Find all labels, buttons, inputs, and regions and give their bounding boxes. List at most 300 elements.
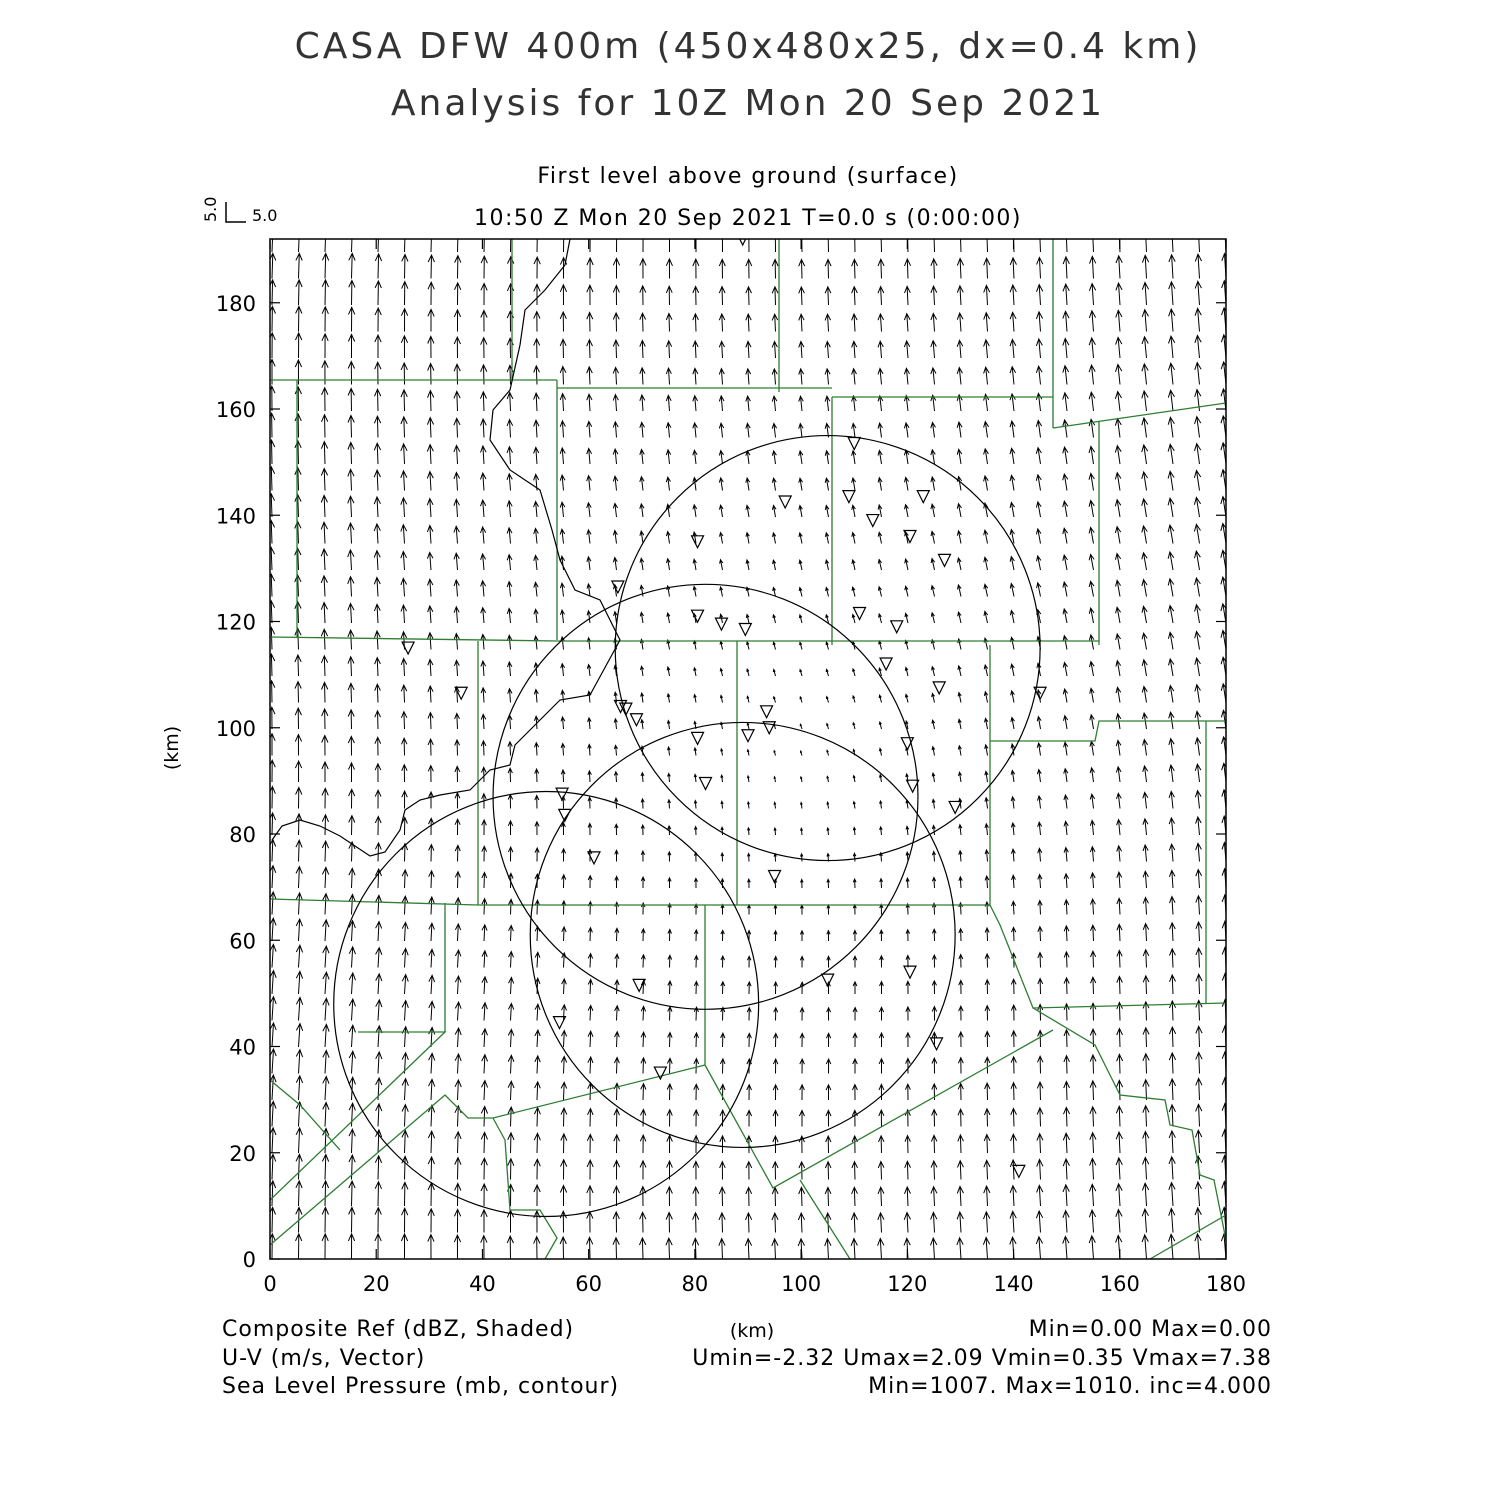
wind-vector bbox=[322, 388, 328, 411]
wind-vector bbox=[1117, 951, 1122, 968]
wind-vector bbox=[348, 1234, 354, 1259]
wind-vector bbox=[694, 695, 697, 703]
wind-vector bbox=[931, 368, 936, 385]
wind-vector bbox=[454, 445, 460, 464]
wind-vector bbox=[878, 232, 884, 252]
level-subtitle: First level above ground (surface) bbox=[537, 164, 959, 189]
wind-vector bbox=[614, 1161, 620, 1180]
wind-vector bbox=[427, 472, 433, 491]
wind-vector bbox=[905, 641, 908, 650]
wind-vector bbox=[641, 1032, 646, 1047]
wind-vector bbox=[931, 559, 935, 570]
wind-vector bbox=[1010, 557, 1014, 570]
wind-vector bbox=[454, 472, 460, 490]
wind-vector bbox=[772, 369, 777, 385]
wind-vector bbox=[322, 867, 328, 888]
wind-vector bbox=[1089, 365, 1095, 384]
wind-vector bbox=[1143, 819, 1148, 835]
wind-vector bbox=[852, 423, 856, 437]
wind-vector bbox=[825, 260, 831, 279]
wind-vector bbox=[481, 527, 486, 544]
wind-vector bbox=[1222, 843, 1228, 862]
wind-vector bbox=[1063, 284, 1069, 305]
wind-vector bbox=[535, 796, 539, 809]
wind-vector bbox=[852, 451, 856, 464]
footer-wind-stats: Umin=-2.32 Umax=2.09 Vmin=0.35 Vmax=7.38 bbox=[692, 1346, 1272, 1371]
wind-vector bbox=[296, 971, 302, 994]
wind-vector bbox=[853, 669, 855, 676]
wind-vector bbox=[375, 335, 381, 358]
wind-vector bbox=[746, 259, 752, 278]
wind-vector bbox=[1169, 1183, 1175, 1206]
wind-vector bbox=[482, 925, 487, 941]
wind-vector bbox=[296, 1181, 302, 1206]
wind-vector bbox=[1090, 688, 1094, 702]
wind-vector bbox=[1169, 686, 1174, 703]
wind-vector bbox=[1036, 1211, 1042, 1233]
wind-vector bbox=[931, 259, 937, 279]
wind-vector bbox=[455, 950, 461, 967]
wind-vector bbox=[587, 476, 592, 491]
wind-vector bbox=[588, 876, 592, 888]
wind-vector bbox=[560, 285, 566, 305]
wind-vector bbox=[588, 797, 592, 808]
wind-vector bbox=[508, 1107, 514, 1126]
wind-vector bbox=[985, 850, 989, 862]
wind-vector bbox=[535, 743, 539, 756]
wind-vector bbox=[428, 1235, 434, 1259]
wind-vector bbox=[508, 689, 512, 703]
wind-vector bbox=[1090, 847, 1095, 862]
wind-vector bbox=[984, 584, 988, 596]
wind-vector bbox=[482, 899, 487, 915]
wind-vector bbox=[1089, 554, 1094, 570]
wind-vector bbox=[482, 1081, 488, 1100]
wind-vector bbox=[482, 951, 487, 968]
wind-vector bbox=[375, 389, 381, 411]
wind-vector bbox=[562, 901, 566, 915]
wind-vector bbox=[721, 905, 724, 915]
wind-vector bbox=[1195, 791, 1201, 809]
footer-pressure-name: Sea Level Pressure (mb, contour) bbox=[222, 1374, 620, 1399]
wind-vector bbox=[1222, 1181, 1228, 1206]
wind-vector bbox=[1064, 1056, 1070, 1074]
wind-vector bbox=[984, 231, 990, 252]
wind-vector bbox=[1064, 848, 1068, 862]
wind-vector bbox=[906, 1033, 911, 1047]
wind-vector bbox=[1195, 308, 1201, 331]
wind-vector bbox=[641, 720, 644, 729]
wind-vector bbox=[772, 232, 778, 252]
wind-vector bbox=[349, 1129, 355, 1153]
wind-vector bbox=[1196, 922, 1202, 941]
wind-vector bbox=[321, 629, 327, 649]
wind-vector bbox=[1091, 873, 1096, 888]
wind-vector bbox=[508, 662, 512, 676]
wind-vector bbox=[800, 982, 804, 994]
station-marker bbox=[904, 966, 916, 978]
wind-vector bbox=[1036, 312, 1042, 332]
wind-vector bbox=[401, 1234, 407, 1259]
wind-vector bbox=[640, 477, 644, 491]
wind-vector bbox=[376, 922, 382, 941]
wind-vector bbox=[428, 739, 433, 755]
wind-vector bbox=[693, 1136, 699, 1153]
wind-vector bbox=[748, 854, 751, 862]
wind-vector bbox=[826, 1110, 831, 1126]
wind-vector bbox=[296, 1076, 302, 1100]
wind-vector bbox=[1142, 633, 1147, 649]
wind-vector bbox=[375, 1182, 381, 1206]
wind-vector bbox=[957, 368, 962, 385]
wind-vector bbox=[1089, 446, 1095, 464]
wind-vector bbox=[668, 747, 671, 755]
wind-vector bbox=[588, 928, 592, 941]
wind-vector bbox=[719, 505, 723, 517]
wind-vector bbox=[985, 876, 989, 888]
wind-vector bbox=[481, 256, 487, 278]
wind-vector bbox=[1011, 823, 1015, 835]
wind-vector bbox=[507, 1236, 513, 1259]
wind-vector bbox=[1011, 691, 1015, 703]
wind-vector bbox=[1143, 792, 1148, 808]
wind-vector bbox=[667, 613, 670, 623]
wind-vector bbox=[719, 423, 724, 437]
wind-vector bbox=[1011, 1005, 1016, 1020]
wind-vector bbox=[1063, 689, 1067, 702]
wind-vector bbox=[985, 718, 988, 729]
wind-vector bbox=[772, 260, 778, 279]
wind-vector bbox=[348, 710, 354, 729]
wind-vector bbox=[748, 828, 750, 835]
wind-vector bbox=[825, 232, 831, 252]
wind-vector bbox=[374, 524, 380, 544]
wind-vector bbox=[323, 972, 329, 994]
wind-vector bbox=[402, 1105, 408, 1127]
wind-vector bbox=[668, 800, 671, 809]
x-axis bbox=[263, 239, 1246, 1296]
wind-vector bbox=[746, 451, 750, 464]
wind-vector bbox=[508, 1081, 514, 1100]
wind-vector bbox=[615, 824, 618, 835]
wind-vector bbox=[1090, 794, 1095, 808]
wind-vector bbox=[774, 777, 776, 782]
wind-vector bbox=[1011, 771, 1015, 783]
wind-vector bbox=[323, 1024, 329, 1047]
wind-vector bbox=[720, 560, 723, 570]
station-marker bbox=[700, 778, 712, 790]
wind-vector bbox=[429, 897, 435, 915]
wind-vector bbox=[641, 825, 644, 835]
wind-vector bbox=[720, 533, 724, 544]
wind-vector bbox=[1091, 951, 1096, 967]
wind-vector bbox=[1010, 584, 1014, 597]
vector-key-v-label: 5.0 bbox=[201, 196, 220, 222]
wind-vector bbox=[401, 605, 407, 623]
wind-vector bbox=[879, 1007, 883, 1020]
wind-vector bbox=[507, 284, 513, 305]
wind-vector bbox=[323, 1103, 329, 1127]
wind-vector bbox=[296, 919, 302, 941]
wind-vector bbox=[641, 1058, 646, 1074]
wind-vector bbox=[694, 774, 696, 782]
wind-vector bbox=[455, 924, 460, 941]
wind-vector bbox=[800, 751, 802, 755]
wind-vector bbox=[958, 746, 961, 756]
wind-vector bbox=[852, 560, 855, 570]
wind-vector bbox=[376, 1078, 382, 1100]
wind-vector bbox=[322, 334, 328, 358]
wind-vector bbox=[1011, 797, 1015, 809]
wind-vector bbox=[348, 630, 354, 649]
wind-vector bbox=[349, 868, 355, 888]
wind-vector bbox=[481, 500, 486, 517]
wind-vector bbox=[904, 1213, 910, 1233]
wind-vector bbox=[454, 391, 460, 411]
wind-vector bbox=[1143, 766, 1148, 782]
wind-vector bbox=[959, 1032, 964, 1047]
wind-vector bbox=[1010, 312, 1016, 331]
wind-vector bbox=[667, 721, 670, 729]
wind-vector bbox=[825, 533, 828, 544]
wind-vector bbox=[667, 667, 670, 676]
wind-vector bbox=[1142, 391, 1148, 411]
wind-vector bbox=[852, 1136, 857, 1153]
wind-vector bbox=[508, 230, 514, 253]
wind-vector bbox=[1195, 764, 1201, 782]
wind-vector bbox=[322, 841, 328, 861]
wind-vector bbox=[853, 879, 856, 888]
wind-vector bbox=[455, 845, 460, 861]
wind-vector bbox=[1170, 923, 1176, 941]
wind-vector bbox=[667, 1135, 673, 1153]
wind-vector bbox=[641, 877, 645, 888]
wind-vector bbox=[535, 1004, 540, 1020]
wind-vector bbox=[1142, 337, 1148, 358]
wind-vector bbox=[1116, 580, 1121, 596]
wind-vector bbox=[695, 904, 698, 914]
wind-vector bbox=[534, 690, 538, 703]
wind-vector bbox=[640, 231, 646, 252]
wind-vector bbox=[615, 1006, 620, 1021]
wind-vector bbox=[1038, 875, 1042, 888]
wind-vector bbox=[587, 665, 591, 676]
wind-vector bbox=[295, 628, 301, 649]
wind-vector bbox=[957, 1238, 963, 1259]
wind-vector bbox=[668, 1007, 672, 1021]
wind-vector bbox=[321, 576, 327, 597]
wind-vector bbox=[666, 368, 671, 384]
wind-vector bbox=[1036, 393, 1042, 411]
wind-vector bbox=[349, 973, 355, 994]
wind-vector bbox=[613, 1212, 619, 1233]
wind-vector bbox=[957, 504, 961, 517]
wind-vector bbox=[1117, 1029, 1123, 1048]
wind-vector bbox=[295, 521, 301, 543]
wind-vector bbox=[481, 473, 487, 490]
wind-vector bbox=[374, 416, 380, 437]
wind-vector bbox=[1142, 580, 1147, 597]
wind-vector bbox=[1115, 527, 1120, 544]
wind-vector bbox=[508, 1055, 514, 1073]
wind-vector bbox=[748, 879, 751, 888]
wind-vector bbox=[983, 1238, 989, 1260]
wind-vector bbox=[957, 1186, 963, 1206]
wind-vector bbox=[958, 1058, 963, 1074]
wind-vector bbox=[827, 776, 829, 782]
wind-vector bbox=[774, 1034, 778, 1048]
wind-vector bbox=[826, 669, 828, 676]
wind-vector bbox=[958, 1109, 963, 1126]
wind-vector bbox=[1169, 870, 1175, 888]
wind-vector bbox=[693, 1187, 699, 1206]
wind-vector bbox=[296, 333, 302, 358]
wind-vector bbox=[322, 1181, 328, 1206]
wind-vector bbox=[296, 306, 302, 331]
wind-vector bbox=[772, 506, 776, 518]
wind-vector bbox=[985, 928, 989, 941]
wind-vector bbox=[296, 867, 302, 888]
wind-vector bbox=[904, 341, 909, 358]
wind-vector bbox=[587, 530, 591, 544]
wind-vector bbox=[1010, 611, 1014, 624]
wind-vector bbox=[1090, 1081, 1096, 1100]
wind-vector bbox=[587, 557, 591, 570]
wind-vector bbox=[481, 634, 486, 649]
wind-vector bbox=[957, 231, 963, 252]
station-marker bbox=[939, 554, 951, 566]
wind-vector bbox=[1089, 581, 1094, 596]
wind-vector bbox=[534, 1108, 540, 1127]
wind-vector bbox=[375, 658, 381, 676]
wind-vector bbox=[958, 585, 962, 597]
wind-vector bbox=[348, 683, 354, 702]
wind-vector bbox=[666, 232, 672, 252]
wind-vector bbox=[534, 1159, 540, 1179]
wind-vector bbox=[1117, 898, 1122, 914]
wind-vector bbox=[1036, 366, 1042, 384]
wind-vector bbox=[853, 1033, 857, 1047]
wind-vector bbox=[560, 448, 565, 464]
wind-vector bbox=[613, 258, 619, 278]
wind-vector bbox=[640, 259, 646, 279]
wind-vector bbox=[984, 313, 990, 332]
wind-vector bbox=[667, 1084, 672, 1100]
wind-vector bbox=[321, 656, 327, 676]
wind-vector bbox=[825, 1162, 831, 1180]
wind-vector bbox=[1038, 979, 1043, 994]
wind-vector bbox=[746, 232, 752, 252]
wind-vector bbox=[534, 1211, 540, 1233]
wind-vector bbox=[348, 736, 354, 755]
wind-vector bbox=[641, 1006, 645, 1020]
wind-vector bbox=[296, 280, 302, 305]
wind-vector bbox=[587, 1237, 593, 1259]
wind-vector bbox=[878, 450, 882, 464]
wind-vector bbox=[587, 449, 592, 465]
wind-vector bbox=[428, 1157, 434, 1180]
wind-vector bbox=[985, 798, 988, 809]
wind-vector bbox=[375, 790, 381, 808]
wind-vector bbox=[534, 529, 539, 544]
wind-vector bbox=[1036, 502, 1041, 517]
wind-vector bbox=[1222, 254, 1228, 279]
wind-vector bbox=[588, 718, 592, 729]
wind-vector bbox=[746, 423, 750, 437]
wind-vector bbox=[614, 1109, 620, 1127]
wind-vector bbox=[827, 1008, 831, 1021]
y-tick-label: 180 bbox=[215, 291, 256, 316]
x-tick-label: 60 bbox=[575, 1272, 603, 1296]
wind-vector bbox=[535, 848, 539, 862]
wind-vector bbox=[1063, 582, 1068, 596]
wind-vector bbox=[799, 369, 804, 385]
wind-vector bbox=[1116, 1210, 1122, 1233]
wind-vector bbox=[507, 528, 512, 544]
wind-vector bbox=[560, 312, 566, 332]
wind-vector bbox=[693, 368, 698, 384]
wind-vector bbox=[932, 799, 935, 808]
wind-vector bbox=[853, 696, 855, 703]
wind-vector bbox=[1169, 1209, 1175, 1233]
wind-vector bbox=[562, 1005, 567, 1021]
wind-vector bbox=[401, 309, 407, 332]
wind-vector bbox=[932, 1007, 936, 1021]
wind-vector bbox=[719, 1213, 725, 1233]
wind-vector bbox=[588, 745, 592, 756]
wind-vector bbox=[905, 668, 908, 677]
wind-vector bbox=[454, 634, 459, 650]
wind-vector bbox=[349, 253, 355, 278]
wind-vector bbox=[508, 795, 512, 809]
wind-vector bbox=[984, 665, 988, 676]
wind-vector bbox=[774, 751, 776, 756]
wind-vector bbox=[746, 287, 752, 305]
wind-vector bbox=[534, 1185, 540, 1206]
wind-vector bbox=[322, 1234, 328, 1259]
wind-vector bbox=[455, 898, 460, 915]
wind-vector bbox=[428, 391, 434, 411]
wind-vector bbox=[640, 1212, 646, 1232]
wind-vector bbox=[587, 231, 593, 252]
plot-frame bbox=[270, 239, 1226, 1259]
wind-vector bbox=[561, 1160, 567, 1180]
wind-vector bbox=[931, 613, 934, 623]
wind-vector bbox=[905, 259, 911, 279]
wind-vector bbox=[747, 1085, 752, 1100]
wind-vector bbox=[507, 555, 512, 570]
footer-wind-name: U-V (m/s, Vector) bbox=[222, 1346, 426, 1371]
wind-vector bbox=[376, 895, 382, 914]
wind-vector bbox=[693, 314, 699, 332]
wind-vector bbox=[1010, 367, 1016, 385]
wind-vector bbox=[719, 1187, 725, 1206]
wind-vector bbox=[985, 771, 988, 782]
wind-vector bbox=[984, 1160, 990, 1179]
wind-vector bbox=[561, 717, 565, 729]
wind-vector bbox=[1169, 1157, 1175, 1180]
wind-vector bbox=[1063, 555, 1068, 570]
wind-vector bbox=[1221, 1234, 1227, 1259]
wind-vector bbox=[880, 930, 883, 941]
wind-vector bbox=[429, 1053, 435, 1073]
wind-vector bbox=[322, 280, 328, 305]
wind-vector bbox=[481, 1107, 487, 1127]
wind-vector bbox=[534, 1133, 540, 1153]
wind-vector bbox=[613, 313, 619, 332]
y-tick-label: 100 bbox=[215, 716, 256, 741]
wind-vector bbox=[799, 506, 803, 517]
